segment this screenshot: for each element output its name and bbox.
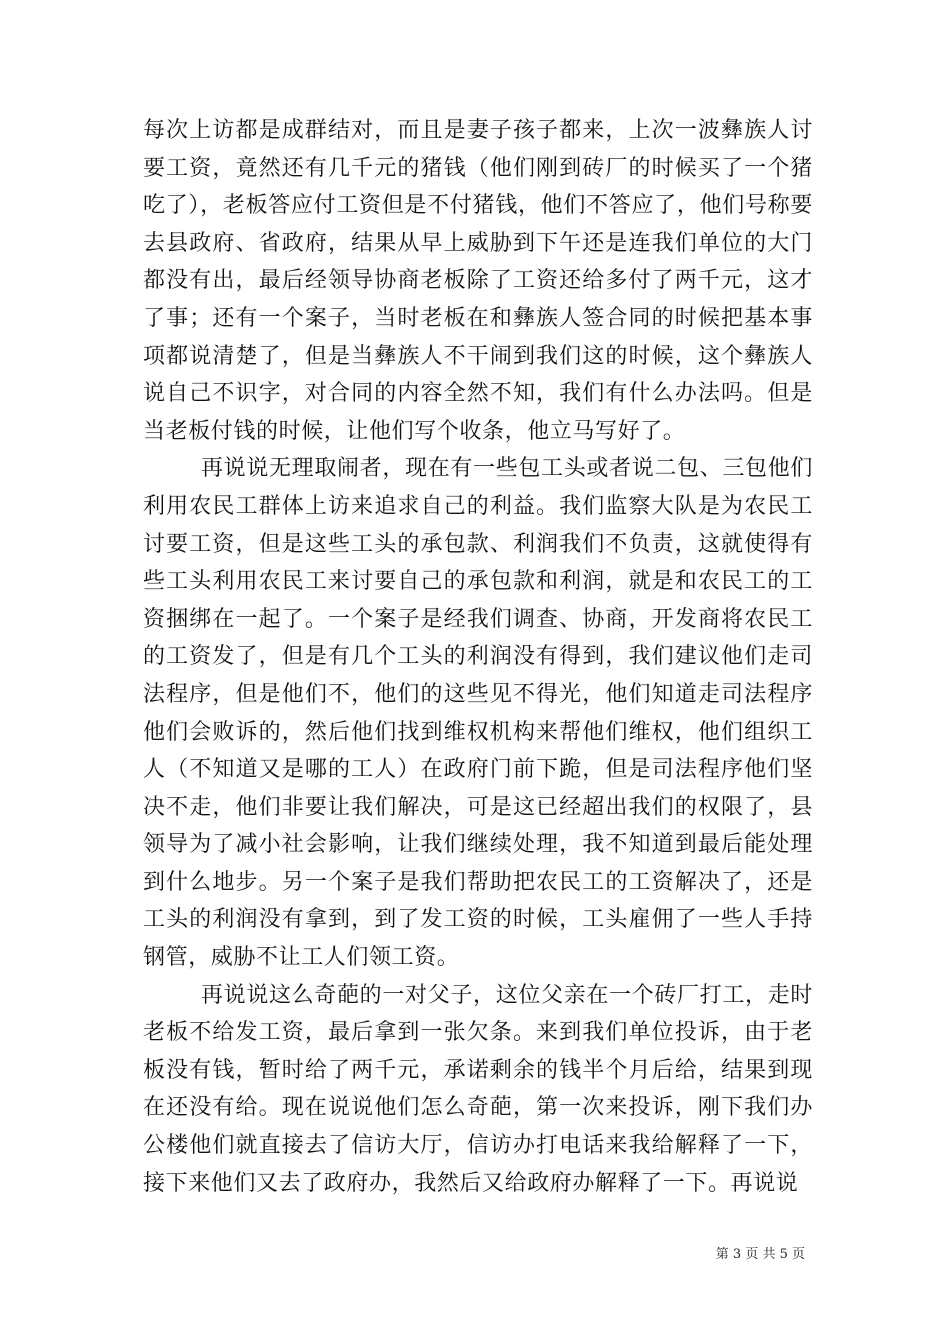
document-body xyxy=(143,112,813,1202)
page-number-footer: 第 3 页 共 5 页 xyxy=(715,1247,805,1262)
paragraph-1: 每次上访都是成群结对，而且是妻子孩子都来，上次一波彝族人讨要工资，竟然还有几千元的猪钱（他们刚到砖厂的时候买了一个猪吃了），老板答应付工资但是不付猪钱，他们不答应了，他们号称要去县政府、省政府，结果从早上威胁到下午还是连我们单位的大门都没有出，最后经领导协商老板除了工资还给多付了两千元，这才了事；还有一个案子，当时老板在和彝族人签合同的时候把基本事项都说清楚了，但是当彝族人不干闹到我们这的时候，这个彝族人说自己不识字，对合同的内容全然不知，我们有什么办法吗。但是当老板付钱的时候，让他们写个收条，他立马写好了。 xyxy=(143,118,813,444)
paragraph-3: 再说说这么奇葩的一对父子，这位父亲在一个砖厂打工，走时老板不给发工资，最后拿到一张欠条。来到我们单位投诉，由于老板没有钱，暂时给了两千元，承诺剩余的钱半个月后给，结果到现在还没有给。现在说说他们怎么奇葩，第一次来投诉，刚下我们办公楼他们就直接去了信访大厅，信访办打电话来我给解释了一下，接下来他们又去了政府办，我然后又给政府办解释了一下。再说说 xyxy=(143,982,813,1196)
paragraph-2: 再说说无理取闹者，现在有一些包工头或者说二包、三包他们利用农民工群体上访来追求自己的利益。我们监察大队是为农民工讨要工资，但是这些工头的承包款、利润我们不负责，这就使得有些工头利用农民工来讨要自己的承包款和利润，就是和农民工的工资捆绑在一起了。一个案子是经我们调查、协商，开发商将农民工的工资发了，但是有几个工头的利润没有得到，我们建议他们走司法程序，但是他们不，他们的这些见不得光，他们知道走司法程序他们会败诉的，然后他们找到维权机构来帮他们维权，他们组织工人（不知道又是哪的工人）在政府门前下跪，但是司法程序他们坚决不走，他们非要让我们解决，可是这已经超出我们的权限了，县领导为了减小社会影响，让我们继续处理，我不知道到最后能处理到什么地步。另一个案子是我们帮助把农民工的工资解决了，还是工头的利润没有拿到，到了发工资的时候，工头雇佣了一些人手持钢管，威胁不让工人们领工资。 xyxy=(143,456,813,971)
